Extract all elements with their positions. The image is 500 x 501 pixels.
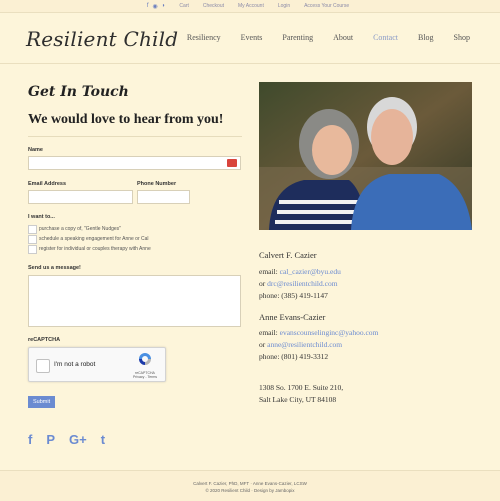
love-to-hear-heading: We would love to hear from you!: [28, 112, 242, 137]
email-prefix-1: email:: [259, 267, 278, 276]
instagram-icon[interactable]: ◉: [152, 3, 158, 10]
login-link[interactable]: Login: [277, 3, 291, 9]
nav-events[interactable]: Events: [240, 33, 263, 42]
site-footer: [0, 470, 500, 501]
checkout-link[interactable]: Checkout: [202, 3, 224, 9]
option-label-3: register for individual or couples therapy with Anne: [39, 246, 151, 252]
recaptcha-logo: [133, 352, 157, 379]
couple-photo-image: [259, 82, 472, 230]
option-label-1: purchase a copy of, "Gentle Nudges": [39, 226, 121, 232]
cart-link[interactable]: Cart: [179, 3, 189, 9]
recaptcha-widget: [28, 347, 166, 382]
google-plus-icon[interactable]: G+: [69, 432, 87, 447]
contact-email-row-2: [259, 328, 378, 337]
address-line-2: Salt Lake City, UT 84108: [259, 395, 337, 404]
contact-email-1[interactable]: cal_cazier@byu.edu: [279, 267, 341, 276]
phone-input[interactable]: [137, 190, 190, 204]
contact-phone-2: phone: (801) 419-3312: [259, 352, 329, 361]
option-label-2: schedule a speaking engagement for Anne or Cal: [39, 236, 149, 242]
contact-email2-row-2: [259, 340, 342, 349]
recaptcha-text: I'm not a robot: [54, 361, 96, 368]
message-label: Send us a message!: [28, 265, 81, 271]
top-social-icons: [147, 3, 166, 10]
contact-email-2[interactable]: evanscounselinginc@yahoo.com: [279, 328, 379, 337]
email-prefix-2: email:: [259, 328, 278, 337]
nav-about[interactable]: About: [333, 33, 354, 42]
my-account-link[interactable]: My Account: [238, 3, 264, 9]
submit-button[interactable]: Submit: [28, 396, 55, 408]
name-label: Name: [28, 147, 43, 153]
i-want-label: I want to...: [28, 214, 55, 220]
couple-photo: [259, 82, 472, 230]
autofill-icon[interactable]: [227, 159, 237, 167]
site-logo[interactable]: Resilient Child: [26, 27, 179, 51]
name-input[interactable]: [28, 156, 241, 170]
access-course-link[interactable]: Access Your Course: [304, 3, 350, 9]
nav-shop[interactable]: Shop: [453, 33, 470, 42]
message-textarea[interactable]: [28, 275, 241, 327]
email-label: Email Address: [28, 181, 67, 187]
tumblr-icon[interactable]: t: [100, 432, 106, 447]
contact-email2-2[interactable]: anne@resilientchild.com: [267, 340, 343, 349]
option-checkbox-1[interactable]: [28, 225, 37, 234]
footer-copyright: © 2020 Resilient Child · Design by Jambopix: [205, 488, 295, 493]
top-utility-bar: [0, 0, 500, 13]
facebook-icon[interactable]: f: [146, 2, 149, 9]
social-links: [28, 432, 105, 447]
contact-name-1: Calvert F. Cazier: [259, 250, 317, 260]
phone-label: Phone Number: [137, 181, 177, 187]
footer-credits: Calvert F. Cazier, PhD, MFT · Anne Evans-Cazier, LCSW: [193, 481, 307, 486]
recaptcha-brand: reCAPTCHA: [135, 371, 155, 375]
contact-email2-row-1: [259, 279, 338, 288]
contact-phone-1: phone: (385) 419-1147: [259, 291, 328, 300]
site-header: [0, 13, 500, 64]
nav-resiliency[interactable]: Resiliency: [186, 33, 221, 42]
contact-email2-1[interactable]: drc@resilientchild.com: [267, 279, 338, 288]
facebook-icon[interactable]: f: [28, 432, 33, 447]
recaptcha-privacy-terms[interactable]: Privacy - Terms: [132, 375, 157, 379]
contact-email-row-1: [259, 267, 341, 276]
option-checkbox-3[interactable]: [28, 245, 37, 254]
email-input[interactable]: [28, 190, 133, 204]
option-checkbox-2[interactable]: [28, 235, 37, 244]
nav-blog[interactable]: Blog: [417, 33, 434, 42]
or-text-2: or: [259, 340, 266, 349]
contact-form-section: [28, 84, 242, 137]
nav-parenting[interactable]: Parenting: [282, 33, 314, 42]
rss-icon[interactable]: ◗: [161, 2, 166, 9]
or-text-1: or: [259, 279, 266, 288]
recaptcha-checkbox[interactable]: [36, 359, 50, 373]
get-in-touch-heading: Get In Touch: [28, 84, 129, 100]
contact-name-2: Anne Evans-Cazier: [259, 312, 326, 322]
recaptcha-icon: [138, 352, 152, 366]
main-nav: [167, 33, 470, 42]
recaptcha-label: reCAPTCHA: [28, 337, 61, 343]
pinterest-icon[interactable]: P: [46, 432, 56, 447]
nav-contact[interactable]: Contact: [373, 33, 398, 42]
address-line-1: 1308 So. 1700 E. Suite 210,: [259, 383, 344, 392]
